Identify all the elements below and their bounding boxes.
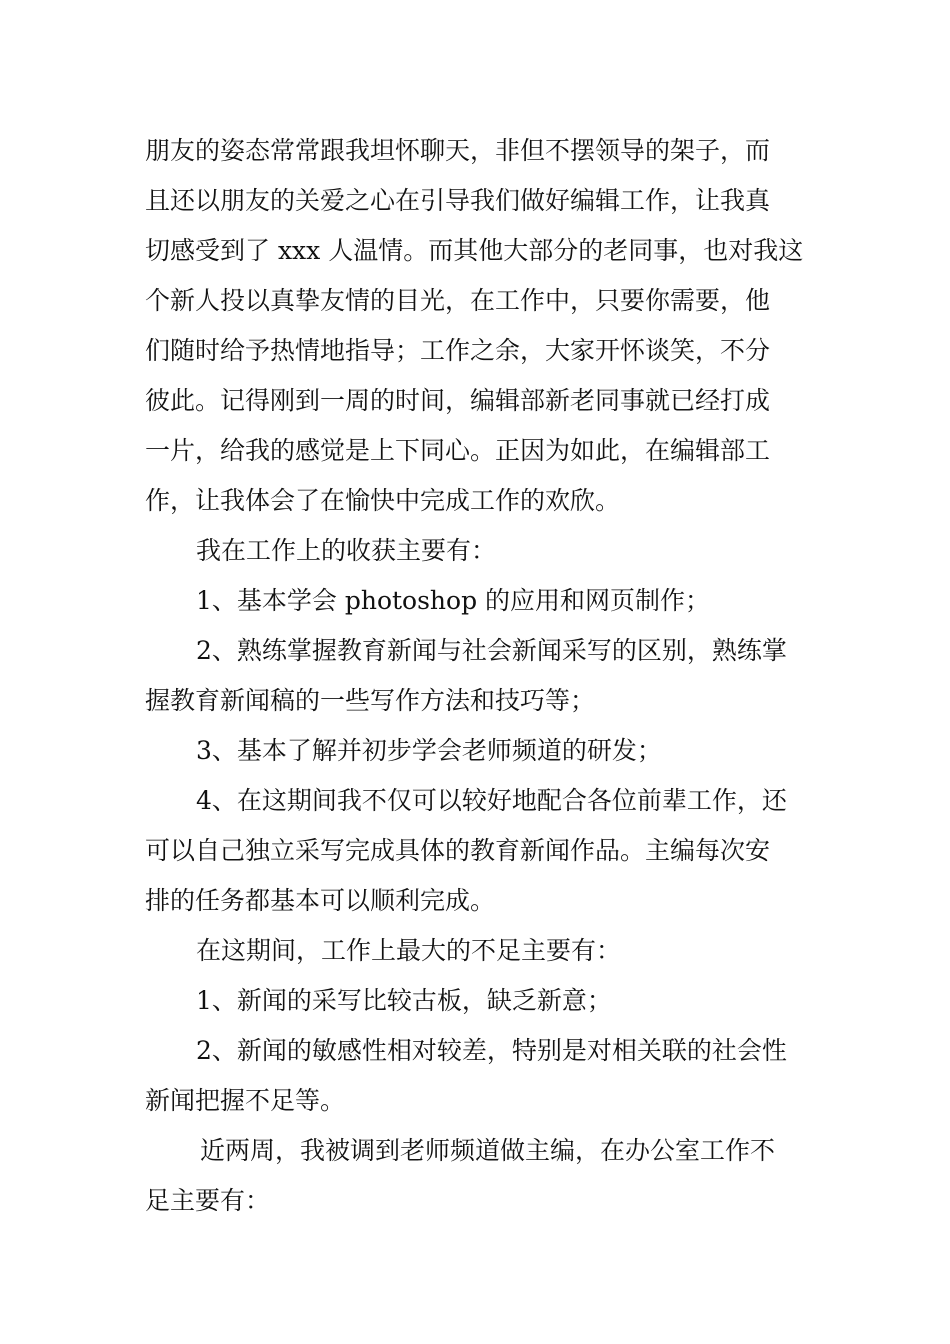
text-line: 一片，给我的感觉是上下同心。正因为如此，在编辑部工	[145, 436, 771, 465]
text-line: 作，让我体会了在愉快中完成工作的欢欣。	[145, 486, 621, 515]
list-item: 3、基本了解并初步学会老师频道的研发；	[196, 736, 662, 765]
text-line: 握教育新闻稿的一些写作方法和技巧等；	[145, 686, 596, 715]
list-item: 1、新闻的采写比较古板，缺乏新意；	[196, 986, 612, 1015]
list-item: 4、在这期间我不仅可以较好地配合各位前辈工作，还	[196, 786, 787, 815]
text-line: 彼此。记得刚到一周的时间，编辑部新老同事就已经打成	[145, 386, 771, 415]
text-line: 个新人投以真挚友情的目光，在工作中，只要你需要，他	[145, 286, 771, 315]
text-line: 朋友的姿态常常跟我坦怀聊天，非但不摆领导的架子，而	[145, 136, 771, 165]
text-line: 可以自己独立采写完成具体的教育新闻作品。主编每次安	[145, 836, 771, 865]
text-line: 且还以朋友的关爱之心在引导我们做好编辑工作，让我真	[145, 186, 771, 215]
list-item: 2、熟练掌握教育新闻与社会新闻采写的区别，熟练掌	[196, 636, 787, 665]
text-line: 们随时给予热情地指导；工作之余，大家开怀谈笑，不分	[145, 336, 771, 365]
list-item: 2、新闻的敏感性相对较差，特别是对相关联的社会性	[196, 1036, 787, 1065]
text-line: 足主要有：	[145, 1186, 271, 1215]
section-heading: 我在工作上的收获主要有：	[196, 536, 497, 565]
text-line: 排的任务都基本可以顺利完成。	[145, 886, 496, 915]
text-line: 切感受到了 xxx 人温情。而其他大部分的老同事，也对我这	[145, 236, 804, 265]
text-line: 新闻把握不足等。	[145, 1086, 346, 1115]
list-item: 1、基本学会 photoshop 的应用和网页制作；	[196, 586, 711, 615]
section-heading: 在这期间，工作上最大的不足主要有：	[196, 936, 622, 965]
paragraph-start: 近两周，我被调到老师频道做主编，在办公室工作不	[200, 1136, 776, 1165]
